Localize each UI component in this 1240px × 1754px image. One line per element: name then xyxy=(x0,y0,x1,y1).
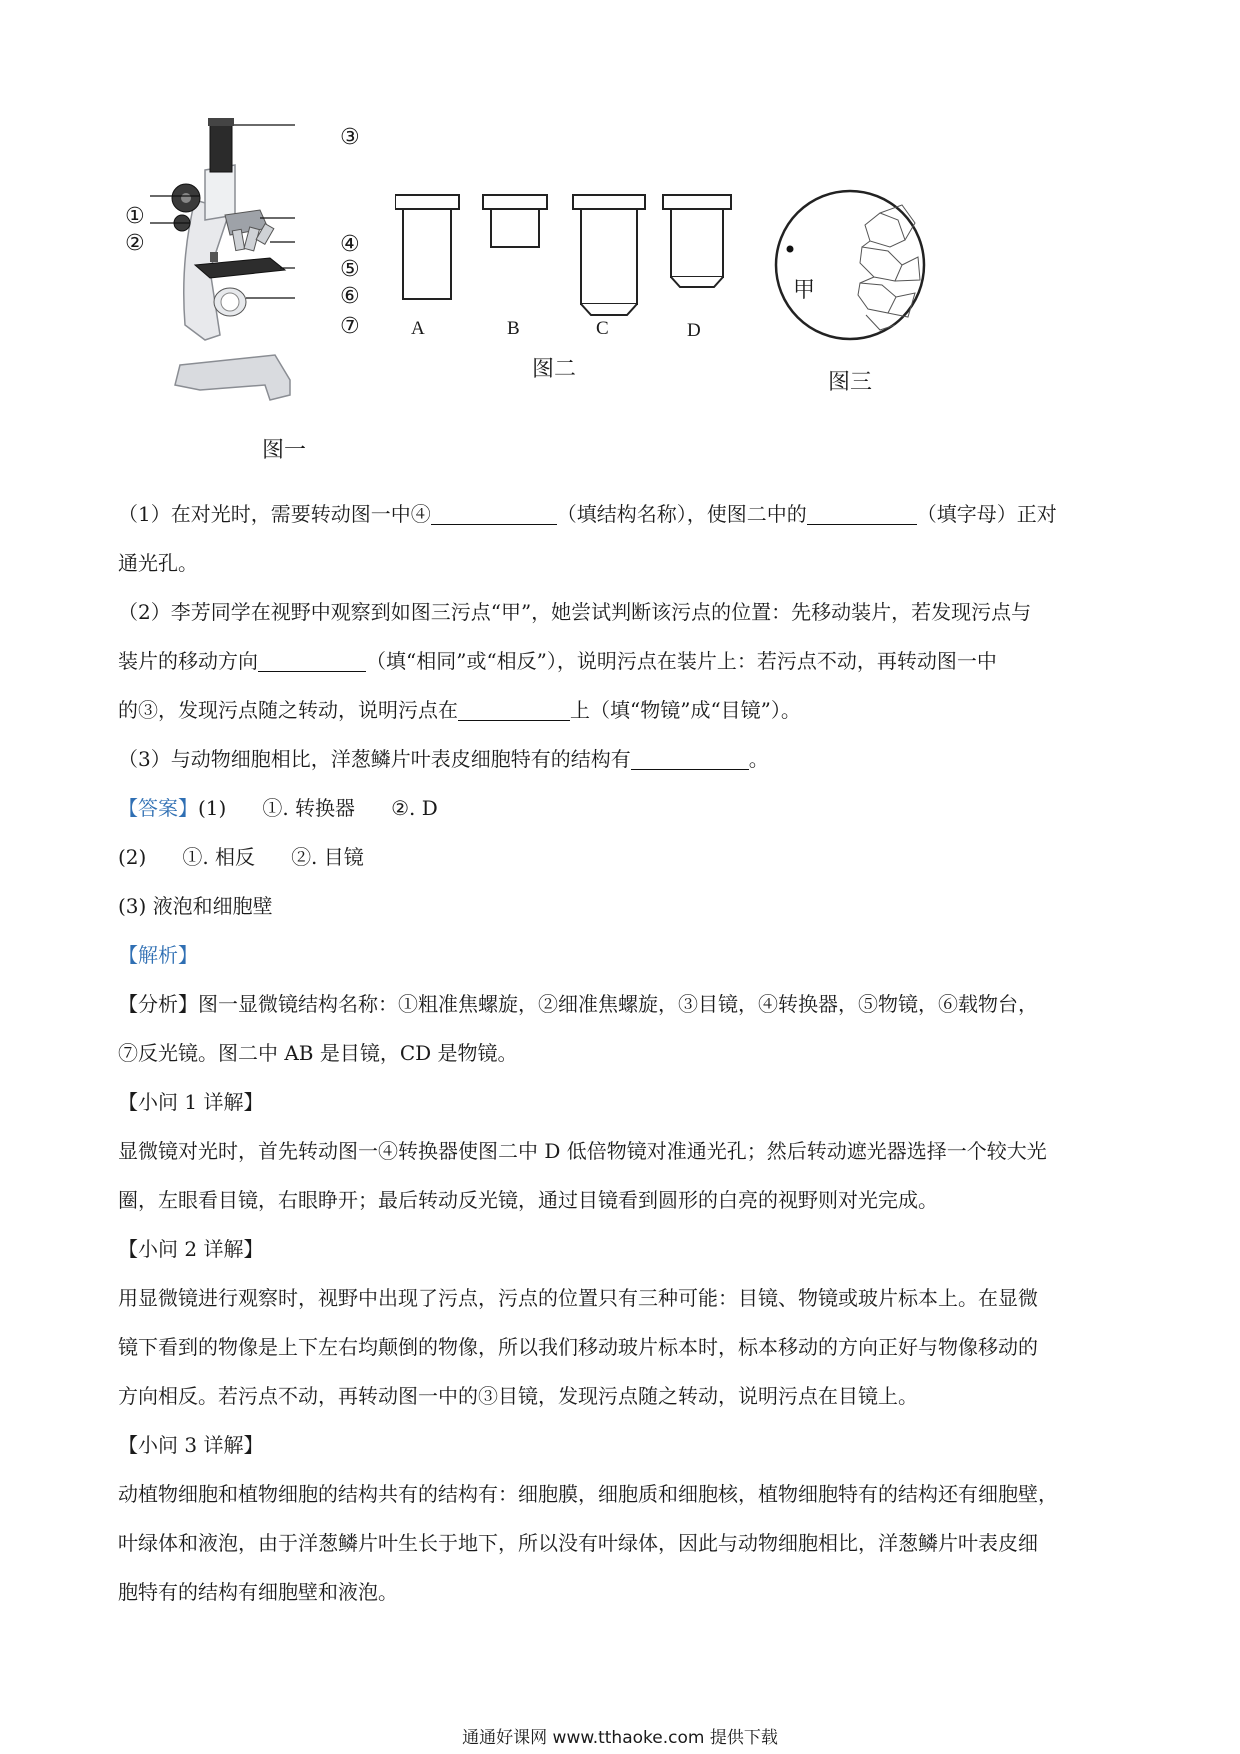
figure-3-label: 图三 xyxy=(828,370,873,395)
answer-tag: 【答案】 xyxy=(118,796,198,820)
blank-3[interactable] xyxy=(258,645,366,672)
marker-7: ⑦ xyxy=(340,314,360,339)
answer-line-1: 【答案】(1) ①. 转换器 ②. D xyxy=(118,796,438,820)
subquestion-1-heading: 【小问 1 详解】 xyxy=(118,1090,264,1114)
analysis-line-2: ⑦反光镜。图二中 AB 是目镜，CD 是物镜。 xyxy=(118,1041,518,1065)
question-2-line-2: 装片的移动方向 （填“相同”或“相反”），说明污点在装片上：若污点不动，再转动图一中 xyxy=(118,637,1128,686)
question-2-line-1: （2）李芳同学在视野中观察到如图三污点“甲”，她尝试判断该污点的位置：先移动装片，若发现污点与 xyxy=(118,600,1032,624)
analysis-tag: 【解析】 xyxy=(118,943,198,967)
marker-5: ⑤ xyxy=(340,257,360,282)
question-1-line-2: 通光孔。 xyxy=(118,551,198,575)
document-body xyxy=(118,490,1128,1617)
field-of-view-illustration xyxy=(770,185,930,345)
subquestion-1-line-2: 圈，左眼看目镜，右眼睁开；最后转动反光镜，通过目镜看到圆形的白亮的视野则对光完成。 xyxy=(118,1188,938,1212)
subquestion-2-line-1: 用显微镜进行观察时，视野中出现了污点，污点的位置只有三种可能：目镜、物镜或玻片标本上。在显微 xyxy=(118,1286,1038,1310)
blank-4[interactable] xyxy=(458,694,570,721)
figure-1-label: 图一 xyxy=(262,438,307,463)
blank-2[interactable] xyxy=(807,498,917,525)
lenses-illustration xyxy=(395,185,775,335)
figure-2-label: 图二 xyxy=(532,357,577,382)
subquestion-2-line-3: 方向相反。若污点不动，再转动图一中的③目镜，发现污点随之转动，说明污点在目镜上。 xyxy=(118,1384,918,1408)
blank-5[interactable] xyxy=(631,743,749,770)
answer-line-2: (2) ①. 相反 ②. 目镜 xyxy=(118,845,364,869)
figures-area xyxy=(0,0,1240,480)
marker-2: ② xyxy=(125,231,145,256)
marker-6: ⑥ xyxy=(340,284,360,309)
spot-label: 甲 xyxy=(793,278,816,303)
answer-line-3: (3) 液泡和细胞壁 xyxy=(118,894,273,918)
lens-label-a: A xyxy=(411,318,425,339)
question-2-line-3: 的③，发现污点随之转动，说明污点在 上（填“物镜”成“目镜”）。 xyxy=(118,686,1128,735)
marker-1: ① xyxy=(125,204,145,229)
subquestion-3-heading: 【小问 3 详解】 xyxy=(118,1433,264,1457)
question-3-line: （3）与动物细胞相比，洋葱鳞片叶表皮细胞特有的结构有 。 xyxy=(118,735,1128,784)
subquestion-3-line-3: 胞特有的结构有细胞壁和液泡。 xyxy=(118,1580,398,1604)
marker-3: ③ xyxy=(340,125,360,150)
page-footer: 通通好课网 www.tthaoke.com 提供下载 xyxy=(462,1728,778,1748)
subquestion-3-line-1: 动植物细胞和植物细胞的结构共有的结构有：细胞膜，细胞质和细胞核，植物细胞特有的结构还有细胞壁， xyxy=(118,1482,1058,1506)
lens-label-b: B xyxy=(507,318,520,339)
blank-1[interactable] xyxy=(431,498,557,525)
question-1-line-1: （1）在对光时，需要转动图一中④ （填结构名称），使图二中的 （填字母）正对 xyxy=(118,490,1128,539)
lens-label-d: D xyxy=(687,320,701,341)
subquestion-2-line-2: 镜下看到的物像是上下左右均颠倒的物像，所以我们移动玻片标本时，标本移动的方向正好与物像移动的 xyxy=(118,1335,1038,1359)
subquestion-1-line-1: 显微镜对光时，首先转动图一④转换器使图二中 D 低倍物镜对准通光孔；然后转动遮光器选择一个较大光 xyxy=(118,1139,1047,1163)
marker-4: ④ xyxy=(340,232,360,257)
subquestion-2-heading: 【小问 2 详解】 xyxy=(118,1237,264,1261)
subquestion-3-line-2: 叶绿体和液泡，由于洋葱鳞片叶生长于地下，所以没有叶绿体，因此与动物细胞相比，洋葱鳞片叶表皮细 xyxy=(118,1531,1038,1555)
lens-label-c: C xyxy=(596,318,609,339)
analysis-line-1: 【分析】图一显微镜结构名称：①粗准焦螺旋，②细准焦螺旋，③目镜，④转换器，⑤物镜，⑥载物台， xyxy=(118,992,1038,1016)
